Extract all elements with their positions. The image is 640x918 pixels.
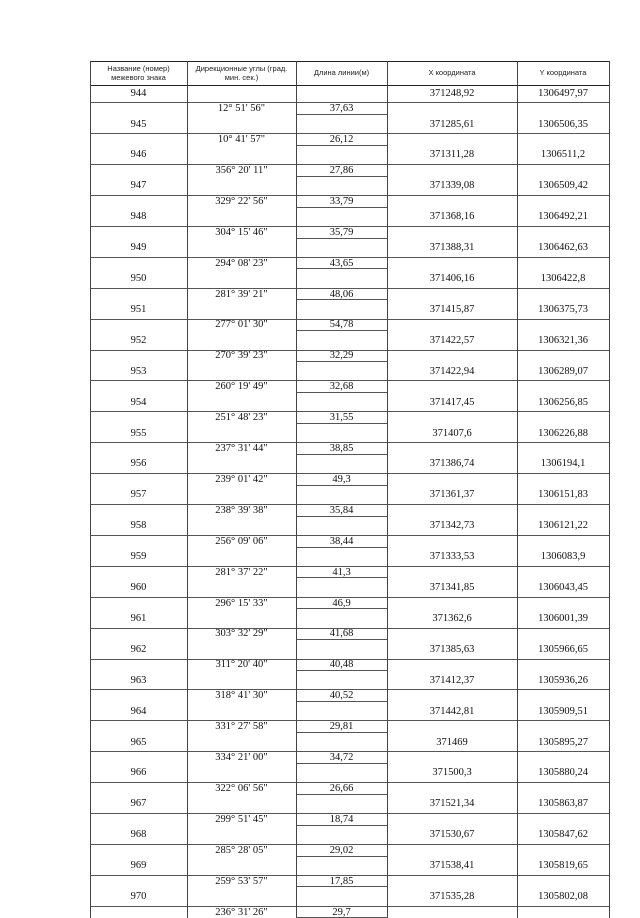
segment-row xyxy=(90,442,609,455)
x-coordinate: 371388,31 xyxy=(429,242,475,254)
y-coordinate: 1306151,83 xyxy=(538,489,588,501)
x-coordinate: 371417,45 xyxy=(429,396,475,408)
y-coordinate: 1306492,21 xyxy=(538,211,588,223)
table-row xyxy=(90,733,609,752)
table-row xyxy=(90,671,609,690)
segment-row xyxy=(90,906,609,918)
table-row xyxy=(90,486,609,505)
segment-row xyxy=(90,473,609,486)
column-divider xyxy=(517,61,518,918)
direction-angle: 237° 31' 44" xyxy=(215,443,268,455)
x-coordinate: 371368,16 xyxy=(429,211,475,223)
x-coordinate: 371339,08 xyxy=(429,180,475,192)
x-coordinate: 371412,37 xyxy=(429,674,475,686)
segment-row xyxy=(90,566,609,579)
line-length: 38,44 xyxy=(329,535,354,547)
y-coordinate: 1306509,42 xyxy=(538,180,588,192)
segment-row xyxy=(90,319,609,332)
y-coordinate: 1306422,8 xyxy=(540,273,586,285)
y-coordinate: 1306497,97 xyxy=(538,87,588,99)
point-name: 962 xyxy=(130,643,147,655)
point-name: 960 xyxy=(130,582,147,594)
segment-row xyxy=(90,226,609,239)
point-name: 949 xyxy=(130,242,147,254)
y-coordinate: 1306321,36 xyxy=(538,334,588,346)
line-length: 41,3 xyxy=(332,566,351,578)
segment-row xyxy=(90,164,609,177)
point-name: 944 xyxy=(130,87,147,99)
y-coordinate: 1306375,73 xyxy=(538,303,588,315)
direction-angle: 260° 19' 49" xyxy=(215,381,268,393)
column-divider xyxy=(90,61,91,918)
table-row xyxy=(90,84,609,103)
point-name: 958 xyxy=(130,520,147,532)
x-coordinate: 371530,67 xyxy=(429,829,475,841)
line-length: 29,02 xyxy=(329,844,354,856)
direction-angle: 322° 06' 56" xyxy=(215,782,268,794)
line-length: 17,85 xyxy=(329,875,354,887)
segment-row xyxy=(90,411,609,424)
table-row xyxy=(90,300,609,319)
table-row xyxy=(90,702,609,721)
x-coordinate: 371521,34 xyxy=(429,798,475,810)
segment-row xyxy=(90,659,609,672)
point-name: 964 xyxy=(130,705,147,717)
table-row xyxy=(90,517,609,536)
point-name: 968 xyxy=(130,829,147,841)
y-coordinate: 1306289,07 xyxy=(538,365,588,377)
column-divider xyxy=(296,61,297,918)
table-row xyxy=(90,455,609,474)
table-row xyxy=(90,640,609,659)
table-row xyxy=(90,269,609,288)
y-coordinate: 1306083,9 xyxy=(540,551,586,563)
segment-row xyxy=(90,628,609,641)
y-coordinate: 1305863,87 xyxy=(538,798,588,810)
line-length: 43,65 xyxy=(329,257,354,269)
point-name: 950 xyxy=(130,273,147,285)
x-coordinate: 371342,73 xyxy=(429,520,475,532)
line-length: 29,81 xyxy=(329,721,354,733)
line-length: 48,06 xyxy=(329,288,354,300)
column-divider xyxy=(187,61,188,918)
line-length: 35,79 xyxy=(329,226,354,238)
direction-angle: 299° 51' 45" xyxy=(215,813,268,825)
direction-angle: 311° 20' 40" xyxy=(215,659,268,671)
segment-row xyxy=(90,195,609,208)
direction-angle: 259° 53' 57" xyxy=(215,875,268,887)
segment-row xyxy=(90,875,609,888)
point-name: 946 xyxy=(130,149,147,161)
direction-angle: 281° 37' 22" xyxy=(215,566,268,578)
column-divider xyxy=(609,61,610,918)
segment-row xyxy=(90,504,609,517)
table-row xyxy=(90,115,609,134)
column-divider xyxy=(387,61,388,918)
line-length: 37,63 xyxy=(329,103,354,115)
x-coordinate: 371500,3 xyxy=(432,767,472,779)
direction-angle: 256° 09' 06" xyxy=(215,535,268,547)
y-coordinate: 1306506,35 xyxy=(538,118,588,130)
y-coordinate: 1305895,27 xyxy=(538,736,588,748)
direction-angle: 236° 31' 26" xyxy=(215,906,268,918)
y-coordinate: 1305847,62 xyxy=(538,829,588,841)
line-length: 26,66 xyxy=(329,782,354,794)
table-row xyxy=(90,424,609,443)
header-point-name: Название (номер) межевого знака xyxy=(107,64,170,82)
table-row xyxy=(90,795,609,814)
point-name: 953 xyxy=(130,365,147,377)
point-name: 970 xyxy=(130,891,147,903)
table-row xyxy=(90,331,609,350)
x-coordinate: 371538,41 xyxy=(429,860,475,872)
direction-angle: 281° 39' 21" xyxy=(215,288,268,300)
segment-row xyxy=(90,597,609,610)
segment-row xyxy=(90,844,609,857)
y-coordinate: 1306043,45 xyxy=(538,582,588,594)
line-length: 32,29 xyxy=(329,350,354,362)
direction-angle: 334° 21' 00" xyxy=(215,752,268,764)
line-length: 40,48 xyxy=(329,659,354,671)
point-name: 965 xyxy=(130,736,147,748)
direction-angle: 239° 01' 42" xyxy=(215,473,268,485)
segment-row xyxy=(90,720,609,733)
line-length: 49,3 xyxy=(332,473,351,485)
line-length: 27,86 xyxy=(329,164,354,176)
direction-angle: 296° 15' 33" xyxy=(215,597,268,609)
line-length: 40,52 xyxy=(329,690,354,702)
direction-angle: 238° 39' 38" xyxy=(215,504,268,516)
point-name: 966 xyxy=(130,767,147,779)
segment-row xyxy=(90,690,609,703)
direction-angle: 303° 32' 29" xyxy=(215,628,268,640)
table-row xyxy=(90,857,609,876)
x-coordinate: 371406,16 xyxy=(429,273,475,285)
table-row xyxy=(90,362,609,381)
segment-row xyxy=(90,102,609,115)
direction-angle: 270° 39' 23" xyxy=(215,350,268,362)
x-coordinate: 371285,61 xyxy=(429,118,475,130)
x-coordinate: 371333,53 xyxy=(429,551,475,563)
header-length: Длина линии(м) xyxy=(313,68,370,78)
direction-angle: 12° 51' 56" xyxy=(217,103,266,115)
segment-row xyxy=(90,133,609,146)
direction-angle: 329° 22' 56" xyxy=(215,195,268,207)
line-length: 35,84 xyxy=(329,504,354,516)
y-coordinate: 1306121,22 xyxy=(538,520,588,532)
direction-angle: 304° 15' 46" xyxy=(215,226,268,238)
x-coordinate: 371386,74 xyxy=(429,458,475,470)
line-length: 32,68 xyxy=(329,381,354,393)
table-row xyxy=(90,826,609,845)
line-length: 54,78 xyxy=(329,319,354,331)
line-length: 41,68 xyxy=(329,628,354,640)
table-header xyxy=(90,61,609,86)
segment-row xyxy=(90,535,609,548)
x-coordinate: 371385,63 xyxy=(429,643,475,655)
x-coordinate: 371361,37 xyxy=(429,489,475,501)
point-name: 967 xyxy=(130,798,147,810)
y-coordinate: 1306462,63 xyxy=(538,242,588,254)
table-row xyxy=(90,548,609,567)
table-row xyxy=(90,239,609,258)
y-coordinate: 1305819,65 xyxy=(538,860,588,872)
header-y: Y координата xyxy=(539,68,587,78)
line-length: 46,9 xyxy=(332,597,351,609)
header-angles: Дирекционные углы (град. мин. сек.) xyxy=(195,64,288,82)
y-coordinate: 1306226,88 xyxy=(538,427,588,439)
y-coordinate: 1306194,1 xyxy=(540,458,586,470)
point-name: 945 xyxy=(130,118,147,130)
point-name: 948 xyxy=(130,211,147,223)
y-coordinate: 1305802,08 xyxy=(538,891,588,903)
y-coordinate: 1305936,26 xyxy=(538,674,588,686)
x-coordinate: 371415,87 xyxy=(429,303,475,315)
x-coordinate: 371248,92 xyxy=(429,87,475,99)
segment-row xyxy=(90,350,609,363)
direction-angle: 251° 48' 23" xyxy=(215,412,268,424)
segment-row xyxy=(90,782,609,795)
x-coordinate: 371341,85 xyxy=(429,582,475,594)
segment-row xyxy=(90,751,609,764)
table-row xyxy=(90,177,609,196)
segment-row xyxy=(90,381,609,394)
point-name: 963 xyxy=(130,674,147,686)
x-coordinate: 371422,57 xyxy=(429,334,475,346)
direction-angle: 294° 08' 23" xyxy=(215,257,268,269)
direction-angle: 10° 41' 57" xyxy=(217,134,266,146)
line-length: 31,55 xyxy=(329,412,354,424)
line-length: 34,72 xyxy=(329,752,354,764)
direction-angle: 356° 20' 11" xyxy=(215,164,268,176)
y-coordinate: 1305880,24 xyxy=(538,767,588,779)
point-name: 961 xyxy=(130,612,147,624)
y-coordinate: 1305909,51 xyxy=(538,705,588,717)
line-length: 26,12 xyxy=(329,134,354,146)
line-length: 18,74 xyxy=(329,813,354,825)
segment-row xyxy=(90,288,609,301)
table-row xyxy=(90,764,609,783)
table-row xyxy=(90,393,609,412)
point-name: 969 xyxy=(130,860,147,872)
point-name: 954 xyxy=(130,396,147,408)
line-length: 29,7 xyxy=(332,906,351,918)
y-coordinate: 1306511,2 xyxy=(540,149,586,161)
y-coordinate: 1306001,39 xyxy=(538,612,588,624)
point-name: 957 xyxy=(130,489,147,501)
direction-angle: 331° 27' 58" xyxy=(215,721,268,733)
direction-angle: 277° 01' 30" xyxy=(215,319,268,331)
y-coordinate: 1305966,65 xyxy=(538,643,588,655)
x-coordinate: 371362,6 xyxy=(432,612,472,624)
table-row xyxy=(90,146,609,165)
header-x: X координата xyxy=(428,68,476,78)
table-row xyxy=(90,208,609,227)
point-name: 947 xyxy=(130,180,147,192)
point-name: 956 xyxy=(130,458,147,470)
table-row xyxy=(90,887,609,906)
x-coordinate: 371469 xyxy=(436,736,468,748)
table-row xyxy=(90,609,609,628)
x-coordinate: 371442,81 xyxy=(429,705,475,717)
segment-row xyxy=(90,257,609,270)
point-name: 951 xyxy=(130,303,147,315)
table-row xyxy=(90,578,609,597)
x-coordinate: 371535,28 xyxy=(429,891,475,903)
x-coordinate: 371407,6 xyxy=(432,427,472,439)
point-name: 952 xyxy=(130,334,147,346)
direction-angle: 318° 41' 30" xyxy=(215,690,268,702)
segment-row xyxy=(90,813,609,826)
y-coordinate: 1306256,85 xyxy=(538,396,588,408)
x-coordinate: 371311,28 xyxy=(429,149,475,161)
point-name: 959 xyxy=(130,551,147,563)
direction-angle: 285° 28' 05" xyxy=(215,844,268,856)
point-name: 955 xyxy=(130,427,147,439)
line-length: 33,79 xyxy=(329,195,354,207)
line-length: 38,85 xyxy=(329,443,354,455)
x-coordinate: 371422,94 xyxy=(429,365,475,377)
